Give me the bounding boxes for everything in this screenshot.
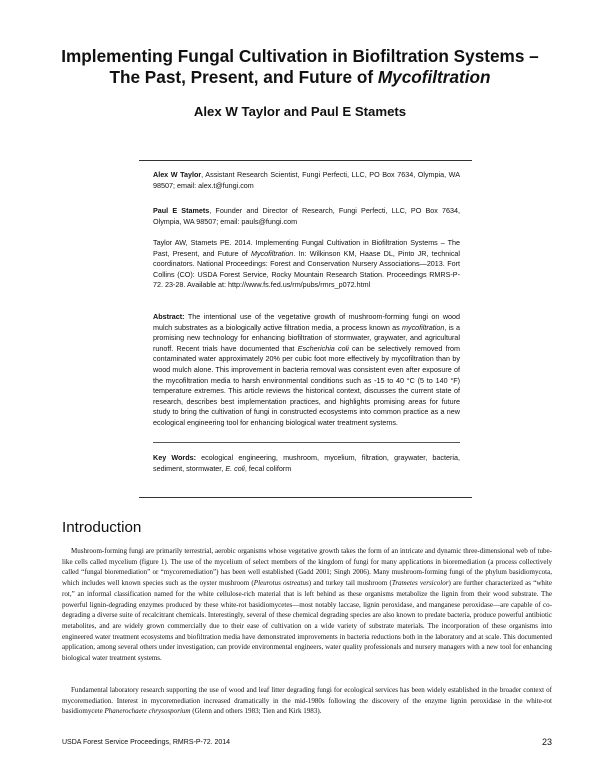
author-names: Alex W Taylor and Paul E Stamets: [193, 104, 407, 119]
citation: Taylor AW, Stamets PE. 2014. Implementing Fungal Cultivation in Biofiltration Systems – The Past, Present, and Future of Mycofiltration. In: Wilkinson KM, Haase DL, Pinto JR, technical coordinators. National Proceedings: Forest and Conservation Nursery Associations—2013. Fort Collins (CO): USDA Forest Service, Rocky Mountain Research Station. Proceedings RMRS-P-72. 23-28. Available at: http://www.fs.fed.us/rm/pubs/rmrs_p072.html: [153, 238, 461, 290]
footer-journal: USDA Forest Service Proceedings, RMRS-P-72. 2014: [62, 739, 231, 746]
affiliation-stamets: Paul E Stamets, Founder and Director of Research, Fungi Perfecti, LLC, PO Box 7634, Olympia, WA 98507; email: pauls@fungi.com: [153, 206, 460, 226]
keywords: Key Words: ecological engineering, mushroom, mycelium, filtration, graywater, bacteria, sediment, stormwater, E. coli, fecal coliform: [153, 453, 460, 473]
section-heading-introduction: Introduction: [62, 519, 142, 536]
title-line-2-italic: Mycofiltration: [377, 67, 491, 87]
title-line-2: The Past, Present, and Future of: [109, 67, 378, 87]
keywords-divider: [153, 442, 460, 443]
page-number: 23: [541, 737, 552, 747]
intro-paragraph-1: Mushroom-forming fungi are primarily terrestrial, aerobic organisms whose vegetative growth takes the form of an intricate and dynamic three-dimensional web of tube-like cells called mycelium (figure 1). The use of the mycelium of select members of the kingdom of fungi for many applications in bioremediation (a process collectively called “fungal bioremediation” or “mycoremediation”) has been well established (Gadd 2001; Singh 2006). Many mushroom-forming fungi of the phylum basidiomycota, which includes well known species such as the oyster mushroom (Pleurotus ostreatus) and turkey tail mushroom (Trametes versicolor) are further characterized as “white rot,” an informal classification named for the white cellulose-rich material that is left behind as these organisms metabolize the lignin from their wood substrate. The powerful lignin-degrading enzymes produced by these white-rot basidiomycetes—most notably laccase, lignin peroxidase, and manganese peroxidase—are capable of co-degrading a diverse suite of recalcitrant chemicals. Interestingly, several of these chemical degrading species are also known to predate bacteria, produce powerful antibiotic metabolites, and are widely grown commercially due to their ease of cultivation on a wide variety of substrate materials. The incorporation of these organisms into engineered water treatment ecosystems and biofiltration media have demonstrated improvements in bacteria reductions both in the laboratory and at scale. This documented application, among several others under investigation, can provide environmental engineers, water quality professionals and nursery managers with a new tool for enhancing biological water treatment systems.: [62, 547, 552, 663]
affiliation-taylor: Alex W Taylor, Assistant Research Scientist, Fungi Perfecti, LLC, PO Box 7634, Olympia, WA 98507; email: alex.t@fungi.com: [153, 170, 460, 190]
intro-paragraph-2: Fundamental laboratory research supporting the use of wood and leaf litter degrading fungi for ecological services has been widely established in the broader context of mycoremediation. Interest in mycoremediation increased dramatically in the mid-1980s following the discovery of the enzyme lignin peroxidase in the white-rot basidiomycete Phanerochaete chrysosporium (Glenn and others 1983; Tien and Kirk 1983).: [62, 686, 552, 716]
abstract: Abstract: The intentional use of the vegetative growth of mushroom-forming fungi on wood mulch substrates as a biologically active filtration media, a process known as mycofiltration, is a promising new technology for enhancing biofiltration of stormwater, graywater, and agricultural runoff. Recent trials have documented that Escherichia coli can be selectively removed from contaminated water approximately 20% per cubic foot more effectively by mycofiltration than by wood mulch alone. This improvement in bacteria removal was consistent even after exposure of the mycofiltration media to harsh environmental conditions such as -15 to 40 °C (5 to 140 °F) temperature extremes. This article reviews the historical context, discusses the current state of research, describes best implementation practices, and highlights promising areas for future study to bring the cultivation of fungi in constructed ecosystems into common practice as a new ecological engineering tool for enhancing biological water treatment systems.: [153, 312, 461, 427]
paper-title: [40, 46, 560, 88]
abstract-box: [139, 160, 472, 498]
title-line-1: Implementing Fungal Cultivation in Biofiltration Systems –: [61, 46, 539, 66]
